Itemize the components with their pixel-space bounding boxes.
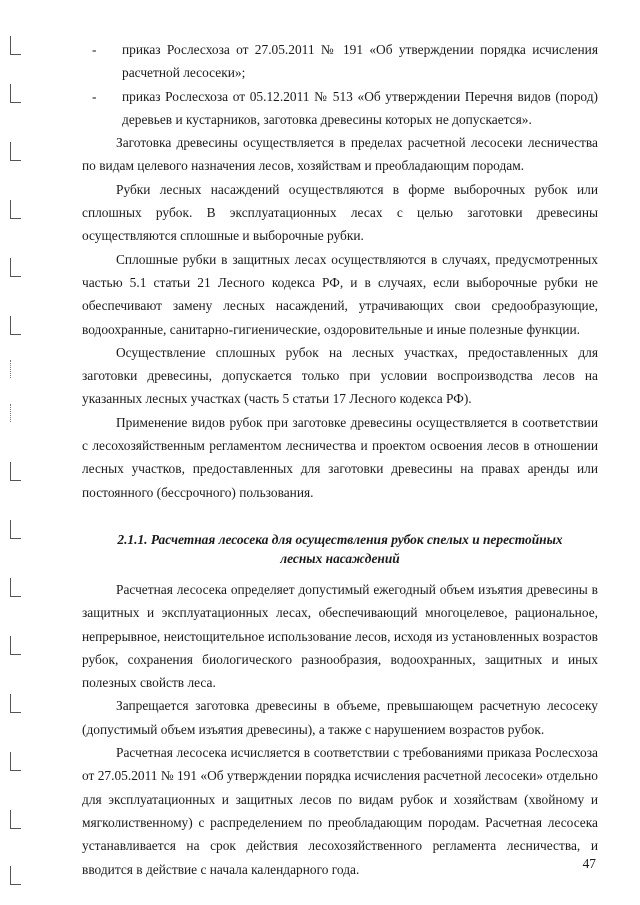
margin-mark — [10, 200, 21, 219]
margin-mark — [10, 462, 21, 481]
section-heading-line: 2.1.1. Расчетная лесосека для осуществления рубок спелых и перестойных — [117, 531, 563, 547]
paragraph: Сплошные рубки в защитных лесах осуществляются в случаях, предусмотренных частью 5.1 статьи 21 Лесного кодекса РФ, и в случаях, если выборочные рубки не обеспечивают замену лесных насаждений, утрачивающих свои средообразующие, водоохранные, санитарно-гигиенические, оздоровительные и иные полезные функции. — [82, 251, 598, 337]
paragraph: Осуществление сплошных рубок на лесных участках, предоставленных для заготовки древесины, допускается только при условии воспроизводства лесов на указанных лесных участках (часть 5 статьи 17 Лесного кодекса РФ). — [82, 344, 598, 407]
page-number: 47 — [582, 856, 596, 871]
margin-mark — [10, 404, 21, 422]
paragraph: Рубки лесных насаждений осуществляются в форме выборочных рубок или сплошных рубок. В эксплуатационных лесах с целью заготовки древесины осуществляются сплошные и выборочные рубки. — [82, 181, 598, 244]
margin-mark — [10, 810, 21, 829]
margin-mark — [10, 316, 21, 335]
page-body — [82, 38, 598, 881]
bullet-marker: - — [92, 88, 97, 104]
section-heading — [82, 530, 598, 568]
margin-mark — [10, 84, 21, 103]
paragraph: Расчетная лесосека исчисляется в соответствии с требованиями приказа Рослесхоза от 27.05.2011 № 191 «Об утверждении порядка исчисления расчетной лесосеки» отдельно для эксплуатационных и защитных лесов по видам рубок и хозяйствам (хвойному и мягколиственному) с распределением по преобладающим породам. Расчетная лесосека устанавливается на срок действия лесохозяйственного регламента лесничества, и вводится в действие с начала календарного года. — [82, 745, 598, 877]
margin-mark — [10, 578, 21, 597]
margin-mark — [10, 142, 21, 161]
margin-mark — [10, 520, 21, 539]
bullet-marker: - — [92, 42, 97, 57]
margin-mark — [10, 36, 21, 55]
margin-mark — [10, 866, 21, 885]
paragraph: Запрещается заготовка древесины в объеме, превышающем расчетную лесосеку (допустимый объем изъятия древесины), а также с нарушением возрастов рубок. — [82, 698, 598, 737]
paragraph: Расчетная лесосека определяет допустимый ежегодный объем изъятия древесины в защитных и эксплуатационных лесах, обеспечивающий многоцелевое, рациональное, непрерывное, неистощительное использование лесов, исходя из установленных возрастов рубок, сохранения биологического разнообразия, водоохранных, защитных и иных полезных свойств леса. — [82, 581, 598, 691]
paragraph: Заготовка древесины осуществляется в пределах расчетной лесосеки лесничества по видам целевого назначения лесов, хозяйствам и преобладающим породам. — [82, 135, 598, 174]
section-heading-line: лесных насаждений — [280, 550, 400, 566]
paragraph: Применение видов рубок при заготовке древесины осуществляется в соответствии с лесохозяйственным регламентом лесничества и проектом освоения лесов в отношении лесных участков, предоставленных для заготовки древесины на правах аренды или постоянного (бессрочного) пользования. — [82, 414, 598, 500]
margin-mark — [10, 636, 21, 655]
bullet-item — [82, 38, 598, 85]
margin-mark — [10, 694, 21, 713]
bullet-item — [82, 85, 598, 132]
margin-mark — [10, 752, 21, 771]
bullet-text: приказ Рослесхоза от 27.05.2011 № 191 «Об утверждении порядка исчисления расчетной лесосеки»; — [122, 42, 598, 81]
margin-mark — [10, 258, 21, 277]
margin-mark — [10, 360, 21, 378]
bullet-text: приказ Рослесхоза от 05.12.2011 № 513 «Об утверждении Перечня видов (пород) деревьев и кустарников, заготовка древесины которых не допускается». — [122, 88, 598, 127]
binding-edge-marks — [8, 0, 22, 905]
